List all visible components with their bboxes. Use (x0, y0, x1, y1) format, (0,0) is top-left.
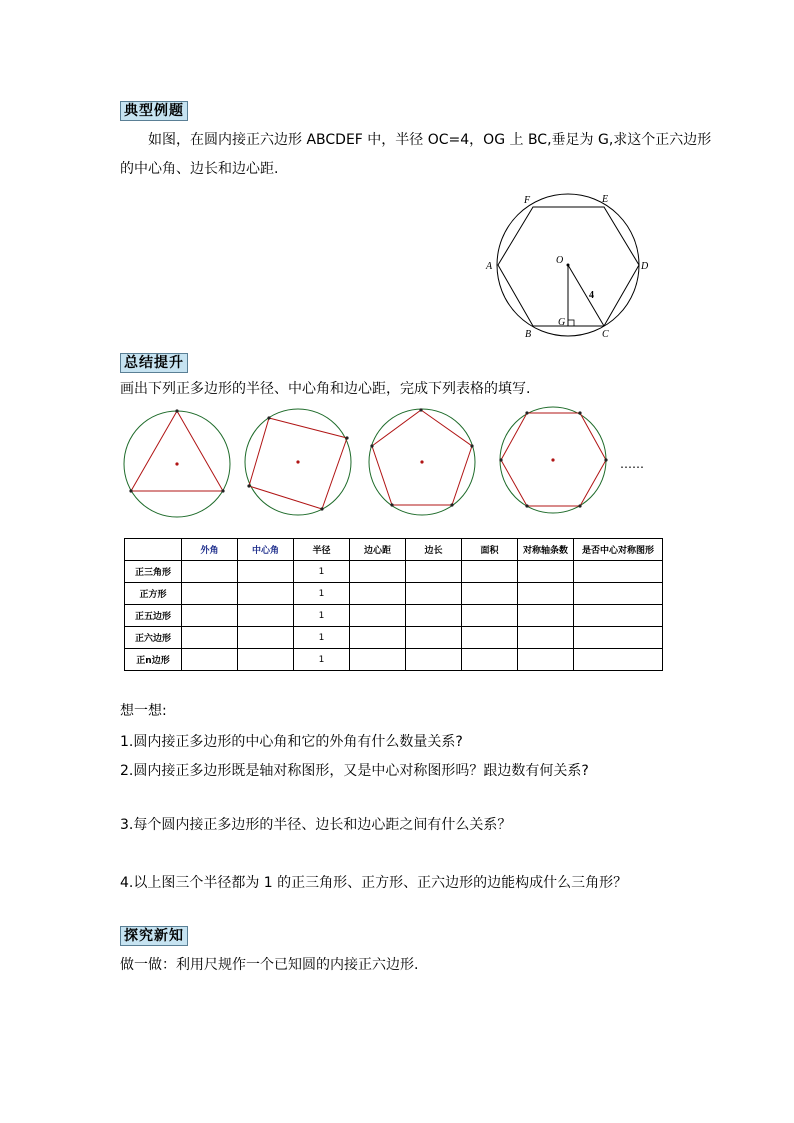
problem-text-line1: 如图，在圆内接正六边形 ABCDEF 中，半径 OC=4，OG 上 BC,垂足为 G,求这个正六边形 (148, 132, 712, 148)
think-heading: 想一想: (120, 703, 167, 719)
label-O: O (556, 255, 564, 266)
radius-cell: 1 (294, 583, 350, 605)
radius-cell: 1 (294, 605, 350, 627)
question-2: 2.圆内接正多边形既是轴对称图形，又是中心对称图形吗？跟边数有何关系? (120, 763, 589, 779)
table-header-cell: 边长 (406, 539, 462, 561)
question-1: 1.圆内接正多边形的中心角和它的外角有什么数量关系? (120, 734, 463, 750)
radius-cell: 1 (294, 649, 350, 671)
row-label: 正n边形 (125, 649, 182, 671)
table-row (125, 649, 663, 671)
right-angle-mark (568, 320, 574, 326)
label-A: A (486, 261, 493, 272)
question-3: 3.每个圆内接正多边形的半径、边长和边心距之间有什么关系？ (120, 817, 512, 833)
table-header-cell: 半径 (294, 539, 350, 561)
problem-text-line2: 的中心角、边长和边心距. (120, 161, 279, 177)
table-header-cell: 边心距 (350, 539, 406, 561)
label-D: D (641, 261, 649, 272)
label-B: B (525, 329, 532, 340)
table-header-cell (125, 539, 182, 561)
table-row (125, 605, 663, 627)
label-C: C (602, 329, 609, 340)
table-row (125, 561, 663, 583)
radius-oc (568, 265, 604, 326)
row-label: 正三角形 (125, 561, 182, 583)
table-header-cell: 对称轴条数 (518, 539, 574, 561)
inscribed-pentagon (372, 410, 472, 505)
label-F: F (524, 195, 531, 206)
table-row (125, 627, 663, 649)
table-header-row (125, 539, 663, 561)
label-E: E (602, 194, 609, 205)
ellipsis: …… (620, 457, 644, 471)
polygon-figures (118, 404, 688, 526)
polygon-property-table (124, 538, 663, 671)
table-row (125, 583, 663, 605)
construction-task: 做一做：利用尺规作一个已知圆的内接正六边形. (120, 957, 419, 973)
summary-instruction: 画出下列正多边形的半径、中心角和边心距，完成下列表格的填写. (120, 381, 531, 397)
row-label: 正五边形 (125, 605, 182, 627)
hexagon-figure (480, 185, 660, 345)
radius-cell: 1 (294, 627, 350, 649)
table-header-cell: 外角 (182, 539, 238, 561)
section-tag-example: 典型例题 (120, 101, 188, 121)
row-label: 正方形 (125, 583, 182, 605)
section-tag-summary: 总结提升 (120, 353, 188, 373)
label-radius-4: 4 (589, 290, 594, 301)
row-label: 正六边形 (125, 627, 182, 649)
radius-cell: 1 (294, 561, 350, 583)
label-G: G (558, 317, 566, 328)
section-tag-explore: 探究新知 (120, 926, 188, 946)
question-4: 4.以上图三个半径都为 1 的正三角形、正方形、正六边形的边能构成什么三角形？ (120, 875, 628, 891)
table-header-cell: 面积 (462, 539, 518, 561)
inscribed-triangle (131, 411, 223, 491)
table-header-cell: 中心角 (238, 539, 294, 561)
table-header-cell: 是否中心对称图形 (574, 539, 663, 561)
